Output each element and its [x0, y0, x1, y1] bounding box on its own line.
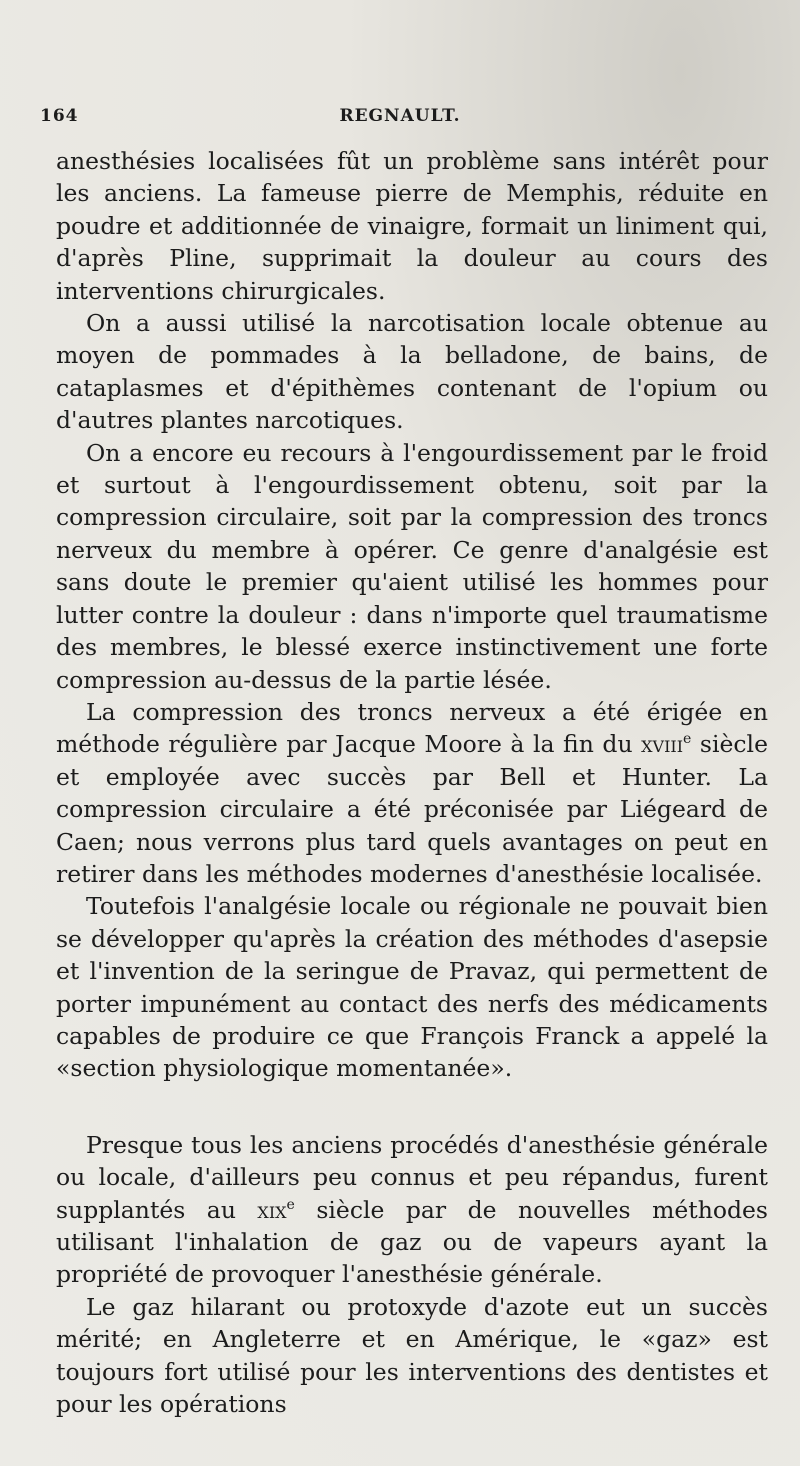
century-xviii: xviii: [641, 730, 684, 759]
paragraph-6: [56, 1129, 768, 1291]
paragraph-4-start: La compression des troncs nerveux a été érigée en méthode régulière par Jacque Moore à la fin du: [56, 697, 768, 759]
paragraph-1: anesthésies localisées fût un problème sans intérêt pour les anciens. La fameuse pierre de Memphis, réduite en poudre et additionnée de vinaigre, formait un liniment qui, d'après Pline, supprimait la douleur au cours des interventions chirurgicales.: [56, 147, 768, 305]
century-xix-sup: e: [286, 1196, 295, 1213]
running-title: REGNAULT.: [339, 106, 461, 126]
page-header: [38, 106, 762, 132]
paragraph-2: On a aussi utilisé la narcotisation locale obtenue au moyen de pommades à la belladone, de bains, de cataplasmes et d'épithèmes contenant de l'opium ou d'autres plantes narcotiques.: [56, 309, 768, 435]
paragraph-4-rest: siècle et employée avec succès par Bell et Hunter. La compression circulaire a été préconisée par Liégeard de Caen; nous verrons plus tard quels avantages on peut en retirer dans les méthodes modernes d'anesthésie localisée.: [56, 730, 768, 888]
page-body: [56, 145, 768, 1420]
section-gap: [56, 1085, 768, 1129]
paragraph-4: [56, 696, 768, 890]
century-xix: xix: [257, 1195, 287, 1224]
paragraph-6-rest: siècle par de nouvelles méthodes utilisant l'inhalation de gaz ou de vapeurs ayant la propriété de provoquer l'anesthésie générale.: [56, 1195, 768, 1289]
paragraph-3: On a encore eu recours à l'engourdissement par le froid et surtout à l'engourdissement obtenu, soit par la compression circulaire, soit par la compression des troncs nerveux du membre à opérer. Ce genre d'analgésie est sans doute le premier qu'aient utilisé les hommes pour lutter contre la douleur : dans n'importe quel traumatisme des membres, le blessé exerce instinctivement une forte compression au-dessus de la partie lésée.: [56, 438, 768, 694]
page-number: 164: [40, 106, 79, 126]
paragraph-6-start: Presque tous les anciens procédés d'anesthésie générale ou locale, d'ailleurs peu connus et peu répandus, furent supplantés au: [56, 1130, 768, 1224]
paragraph-7: Le gaz hilarant ou protoxyde d'azote eut un succès mérité; en Angleterre et en Amérique, le «gaz» est toujours fort utilisé pour les interventions des dentistes et pour les opérations: [56, 1292, 768, 1419]
century-xviii-sup: e: [683, 731, 692, 748]
paragraph-5: Toutefois l'analgésie locale ou régionale ne pouvait bien se développer qu'après la création des méthodes d'asepsie et l'invention de la seringue de Pravaz, qui permettent de porter impunément au contact des nerfs des médicaments capables de produire ce que François Franck a appelé la «section physiologique momentanée».: [56, 892, 768, 1083]
